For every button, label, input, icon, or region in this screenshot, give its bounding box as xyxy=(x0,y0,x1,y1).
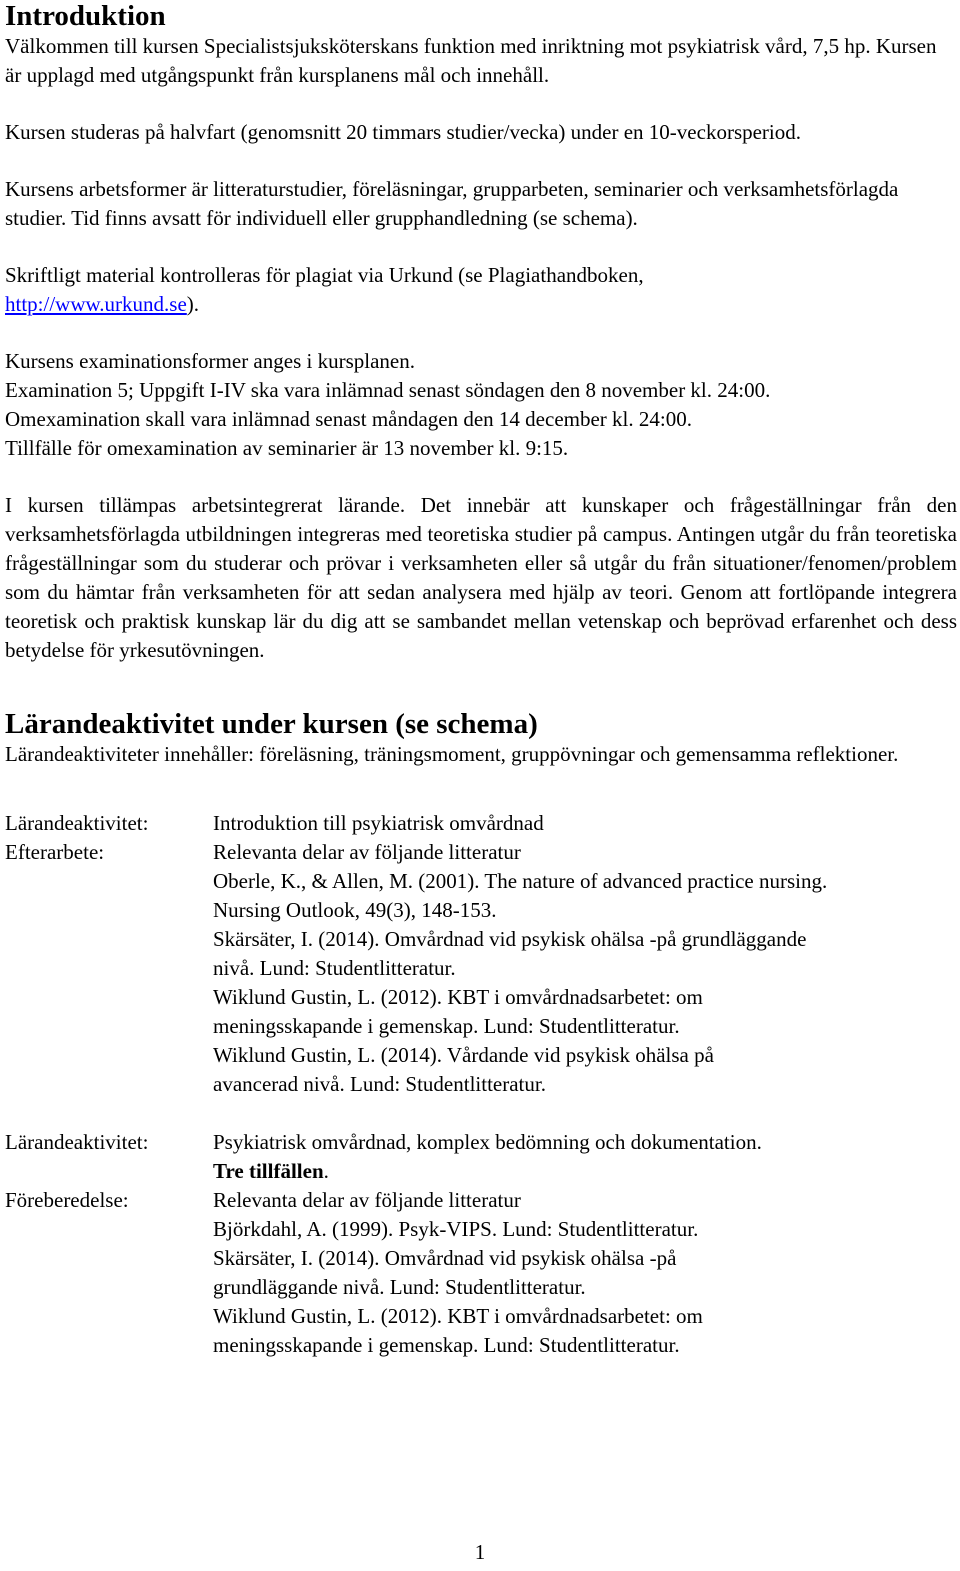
exam-line: Kursens examinationsformer anges i kursplanen. xyxy=(5,349,415,373)
reference-line: meningsskapande i gemenskap. Lund: Studentlitteratur. xyxy=(213,1014,680,1038)
reference-line: nivå. Lund: Studentlitteratur. xyxy=(213,956,456,980)
reference-line: Wiklund Gustin, L. (2012). KBT i omvårdnadsarbetet: om xyxy=(213,1304,703,1328)
intro-paragraph-welcome: Välkommen till kursen Specialistsjuksköterskans funktion med inriktning mot psykiatrisk vård, 7,5 hp. Kursen är upplagd med utgångspunkt från kursplanens mål och innehåll. xyxy=(5,34,937,87)
activity-block-1 xyxy=(5,809,957,1099)
reference-line: Skärsäter, I. (2014). Omvårdnad vid psykisk ohälsa -på xyxy=(213,1246,677,1270)
label-foreberedelse: Föreberedelse: xyxy=(5,1188,129,1212)
heading-introduktion: Introduktion xyxy=(5,0,166,32)
document-page xyxy=(5,0,957,1360)
activity-line: Relevanta delar av följande litteratur xyxy=(213,840,521,864)
label-efterarbete: Efterarbete: xyxy=(5,840,105,864)
reference-line: Wiklund Gustin, L. (2012). KBT i omvårdnadsarbetet: om xyxy=(213,985,703,1009)
intro-paragraph-workforms: Kursens arbetsformer är litteraturstudier, föreläsningar, grupparbeten, seminarier och verksamhetsförlagda studier. Tid finns avsatt för individuell eller grupphandledning (se schema). xyxy=(5,177,899,230)
label-larandeaktivitet: Lärandeaktivitet: xyxy=(5,1130,149,1154)
reference-line: Oberle, K., & Allen, M. (2001). The nature of advanced practice nursing. xyxy=(213,869,828,893)
reference-line: meningsskapande i gemenskap. Lund: Studentlitteratur. xyxy=(213,1333,680,1357)
activity-block-2 xyxy=(5,1128,957,1360)
intro-paragraph-plagiarism xyxy=(5,261,805,319)
reference-line: avancerad nivå. Lund: Studentlitteratur. xyxy=(213,1072,546,1096)
urkund-link[interactable]: http://www.urkund.se xyxy=(5,292,187,316)
intro-paragraph-ail: I kursen tillämpas arbetsintegrerat lärande. Det innebär att kunskaper och frågeställningar från den verksamhetsförlagda utbildningen integreras med teoretiska studier på campus. Antingen utgår du från teoretiska frågeställningar som du studerar och prövar i verksamheten eller så utgår du från situationer/fenomen/problem som du hämtar från verksamheten för att sedan analysera med hjälp av teori. Genom att fortlöpande integrera teoretisk och praktisk kunskap lär du dig att se sambandet mellan vetenskap och beprövad erfarenhet och dess betydelse för yrkesutövningen. xyxy=(5,493,957,662)
intro-paragraph-pace: Kursen studeras på halvfart (genomsnitt 20 timmars studier/vecka) under en 10-veckorsperiod. xyxy=(5,120,802,144)
reference-line: Nursing Outlook, 49(3), 148-153. xyxy=(213,898,497,922)
page-number: 1 xyxy=(474,1540,486,1564)
occasions-period: . xyxy=(323,1159,329,1183)
activity-line: Relevanta delar av följande litteratur xyxy=(213,1188,521,1212)
reference-line: Wiklund Gustin, L. (2014). Vårdande vid psykisk ohälsa på xyxy=(213,1043,714,1067)
occasions-bold: Tre tillfällen xyxy=(213,1159,324,1183)
plagiarism-text-end: ). xyxy=(186,292,200,316)
exam-line: Tillfälle för omexamination av seminarier är 13 november kl. 9:15. xyxy=(5,436,569,460)
exam-line: Examination 5; Uppgift I-IV ska vara inlämnad senast söndagen den 8 november kl. 24:00. xyxy=(5,378,771,402)
heading-larandeaktivitet: Lärandeaktivitet under kursen (se schema) xyxy=(5,708,538,740)
activity-occasions xyxy=(213,1157,957,1186)
activity-line: Introduktion till psykiatrisk omvårdnad xyxy=(213,811,544,835)
reference-line: Skärsäter, I. (2014). Omvårdnad vid psykisk ohälsa -på grundläggande xyxy=(213,927,807,951)
plagiarism-text: Skriftligt material kontrolleras för plagiat via Urkund (se Plagiathandboken, xyxy=(5,263,644,287)
activity-title: Psykiatrisk omvårdnad, komplex bedömning och dokumentation. xyxy=(213,1130,762,1154)
reference-line: grundläggande nivå. Lund: Studentlitteratur. xyxy=(213,1275,586,1299)
reference-line: Björkdahl, A. (1999). Psyk-VIPS. Lund: Studentlitteratur. xyxy=(213,1217,699,1241)
exam-line: Omexamination skall vara inlämnad senast måndagen den 14 december kl. 24:00. xyxy=(5,407,692,431)
label-larandeaktivitet: Lärandeaktivitet: xyxy=(5,811,149,835)
activities-intro: Lärandeaktiviteter innehåller: föreläsning, träningsmoment, gruppövningar och gemensamma reflektioner. xyxy=(5,742,899,766)
